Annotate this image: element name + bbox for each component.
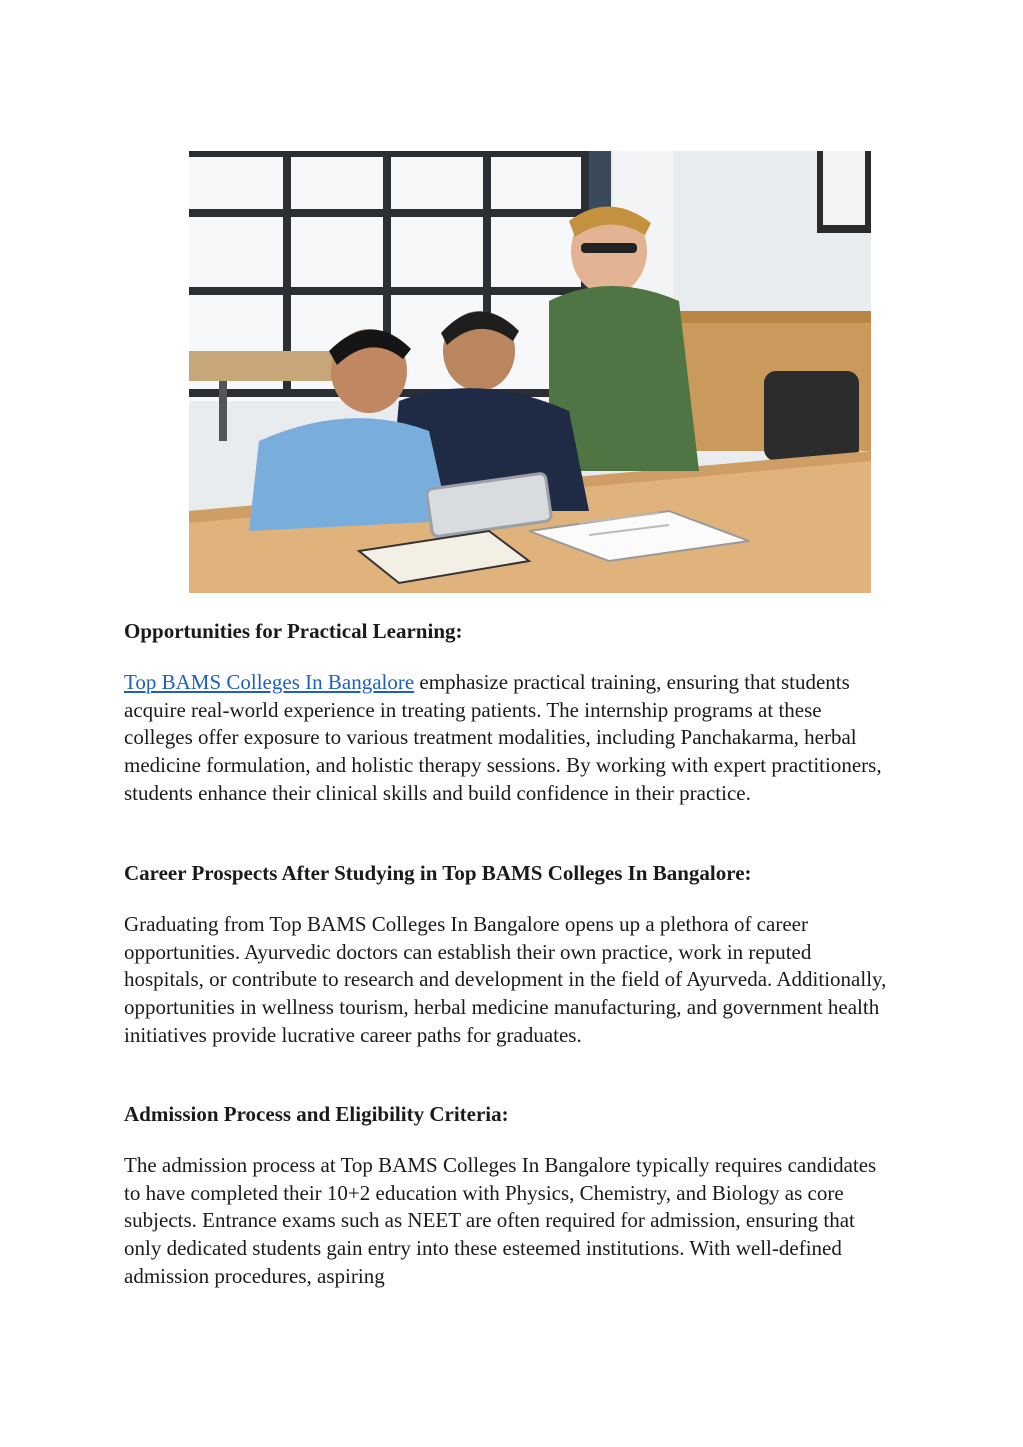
students-study-photo (189, 151, 871, 593)
section-body-career-prospects: Graduating from Top BAMS Colleges In Bangalore opens up a plethora of career opportunities. Ayurvedic doctors can establish their own practice, work in reputed hospitals, or contribute to research and development in the field of Ayurveda. Additionally, opportunities in wellness tourism, herbal medicine manufacturing, and government health initiatives provide lucrative career paths for graduates. (124, 912, 887, 1047)
section-heading-practical-learning: Opportunities for Practical Learning: (124, 619, 463, 643)
section-body-practical-learning (124, 669, 894, 808)
students-study-illustration (189, 151, 871, 593)
section-heading-admission: Admission Process and Eligibility Criteria: (124, 1102, 509, 1126)
section-body-admission: The admission process at Top BAMS Colleges In Bangalore typically requires candidates to have completed their 10+2 education with Physics, Chemistry, and Biology as core subjects. Entrance exams such as NEET are often required for admission, ensuring that only dedicated students gain entry into these esteemed institutions. With well-defined admission procedures, aspiring (124, 1153, 877, 1288)
section-heading-career-prospects: Career Prospects After Studying in Top BAMS Colleges In Bangalore: (124, 861, 752, 885)
top-bams-colleges-link[interactable]: Top BAMS Colleges In Bangalore (124, 670, 415, 694)
practical-learning-text: emphasize practical training, ensuring that students acquire real-world experience in treating patients. The internship programs at these colleges offer exposure to various treatment modalities, including Panchakarma, herbal medicine formulation, and holistic therapy sessions. By working with expert practitioners, students enhance their clinical skills and build confidence in their practice. (124, 670, 882, 805)
